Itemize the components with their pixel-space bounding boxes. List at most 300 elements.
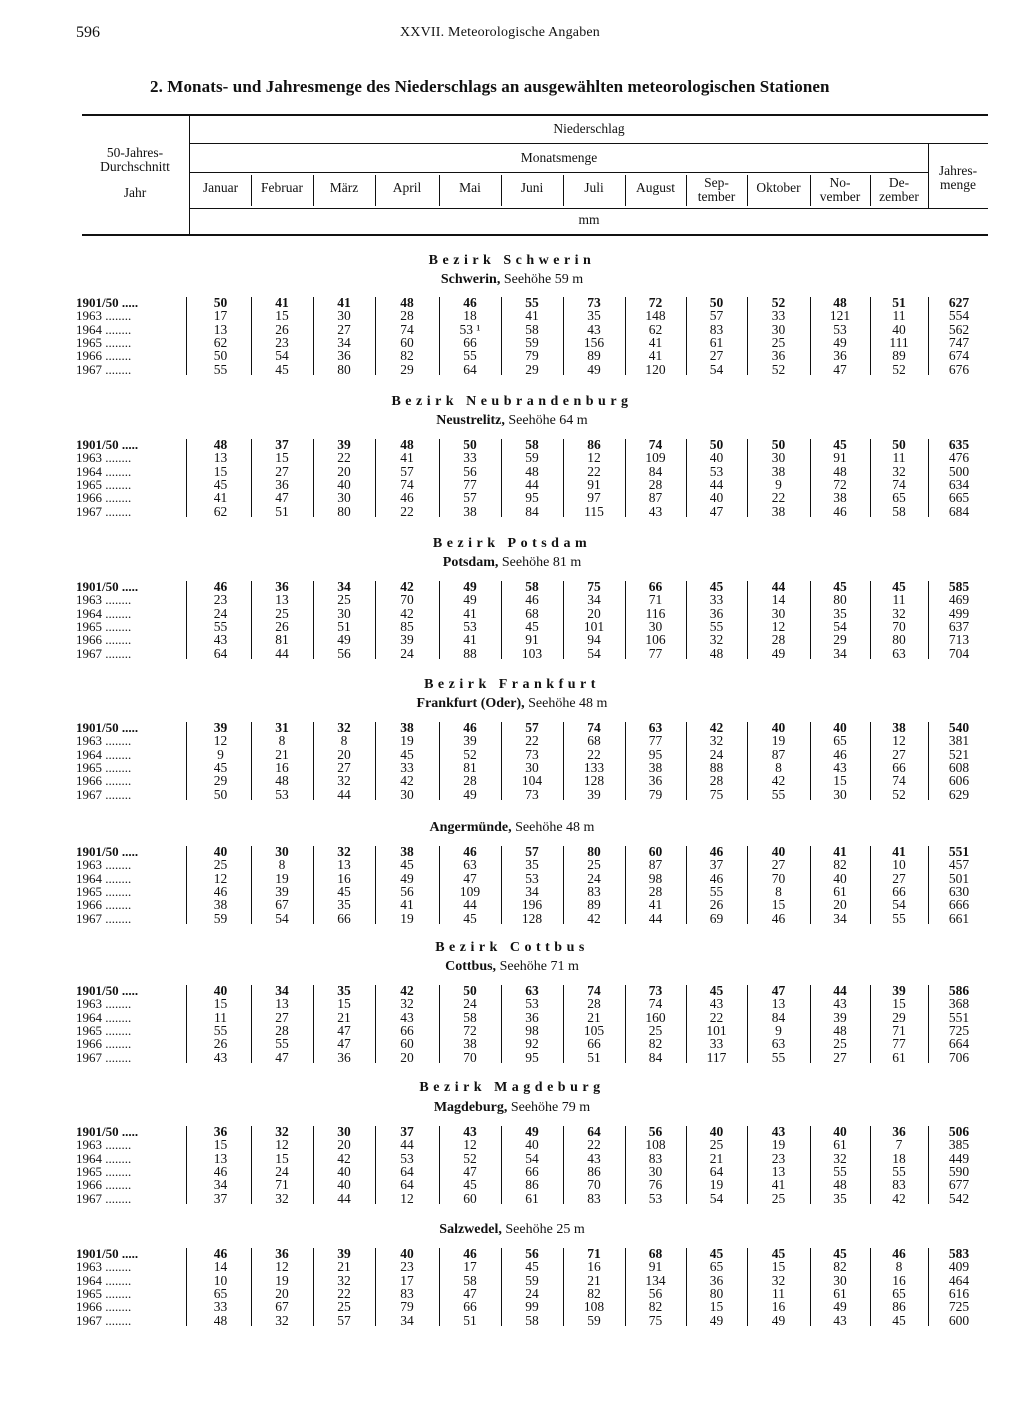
monthly-value: 41 bbox=[463, 632, 477, 648]
monthly-value: 43 bbox=[213, 632, 228, 648]
monthly-value: 20 bbox=[337, 463, 351, 479]
monthly-value: 48 bbox=[833, 295, 847, 310]
monthly-value: 61 bbox=[525, 1190, 539, 1206]
monthly-value: 15 bbox=[213, 463, 228, 479]
monthly-value: 91 bbox=[833, 450, 847, 466]
monthly-value: 45 bbox=[213, 476, 228, 492]
station-heading bbox=[0, 820, 1024, 836]
monthly-value: 72 bbox=[463, 1022, 477, 1038]
year-label: 1965 ........ bbox=[76, 476, 132, 492]
monthly-value: 30 bbox=[833, 1272, 847, 1288]
monthly-value: 77 bbox=[648, 733, 663, 749]
year-label: 1967 ........ bbox=[76, 503, 132, 519]
monthly-value: 80 bbox=[337, 503, 351, 519]
monthly-value: 58 bbox=[463, 1009, 477, 1025]
year-label: 1901/50 ..... bbox=[76, 1124, 139, 1139]
monthly-value: 52 bbox=[771, 295, 786, 310]
monthly-value: 25 bbox=[337, 1299, 351, 1315]
year-label: 1964 ........ bbox=[76, 1272, 132, 1288]
monthly-value: 53 bbox=[400, 1150, 414, 1166]
monthly-value: 70 bbox=[400, 592, 414, 608]
monthly-value: 156 bbox=[583, 334, 605, 350]
monthly-value: 40 bbox=[709, 490, 724, 506]
monthly-value: 61 bbox=[833, 1285, 847, 1301]
monthly-value: 12 bbox=[275, 1259, 289, 1275]
monthly-value: 27 bbox=[709, 348, 724, 364]
monthly-value: 80 bbox=[709, 1285, 724, 1301]
monthly-value: 83 bbox=[648, 1150, 663, 1166]
monthly-value: 24 bbox=[525, 1285, 539, 1301]
monthly-value: 108 bbox=[645, 1137, 666, 1153]
monthly-value: 42 bbox=[400, 605, 414, 621]
monthly-value: 43 bbox=[648, 503, 663, 519]
monthly-value: 26 bbox=[709, 897, 724, 913]
monthly-value: 82 bbox=[648, 1036, 663, 1052]
niederschlag-heading: Niederschlag bbox=[553, 121, 625, 136]
monthly-value: 41 bbox=[337, 295, 351, 310]
monthly-value: 40 bbox=[337, 1177, 351, 1193]
monthly-value: 43 bbox=[213, 1049, 228, 1065]
year-label: 1963 ........ bbox=[76, 1259, 132, 1275]
bezirk-heading: Bezirk Cottbus bbox=[435, 940, 589, 955]
annual-value: 676 bbox=[948, 361, 970, 377]
monthly-value: 42 bbox=[400, 579, 414, 594]
monthly-value: 70 bbox=[463, 1049, 477, 1065]
monthly-value: 49 bbox=[587, 361, 601, 377]
monthly-value: 44 bbox=[337, 1190, 351, 1206]
monthly-value: 22 bbox=[337, 450, 351, 466]
monthly-value: 46 bbox=[213, 883, 228, 899]
monthly-value: 23 bbox=[275, 334, 289, 350]
monthly-value: 36 bbox=[892, 1124, 906, 1139]
monthly-value: 72 bbox=[648, 295, 663, 310]
monthly-value: 9 bbox=[775, 476, 782, 492]
year-label: 1964 ........ bbox=[76, 746, 132, 762]
monthly-value: 28 bbox=[771, 632, 786, 648]
monthly-value: 66 bbox=[463, 334, 477, 350]
monthly-value: 36 bbox=[648, 773, 663, 789]
monthly-value: 79 bbox=[400, 1299, 414, 1315]
monthly-value: 39 bbox=[275, 883, 289, 899]
monthly-value: 20 bbox=[337, 1137, 351, 1153]
monthly-value: 32 bbox=[833, 1150, 847, 1166]
monthly-value: 44 bbox=[771, 579, 786, 594]
monthly-value: 45 bbox=[771, 1246, 786, 1261]
monthly-value: 30 bbox=[525, 759, 539, 775]
monthly-value: 34 bbox=[337, 334, 351, 350]
monthly-value: 39 bbox=[400, 632, 414, 648]
year-label: 1965 ........ bbox=[76, 1163, 132, 1179]
monthly-value: 34 bbox=[587, 592, 601, 608]
station-name: Salzwedel, bbox=[439, 1222, 502, 1237]
monthly-value: 40 bbox=[213, 983, 228, 998]
station-name: Schwerin, bbox=[440, 272, 501, 287]
monthly-value: 32 bbox=[771, 1272, 786, 1288]
monthly-value: 12 bbox=[892, 733, 906, 749]
monthly-value: 38 bbox=[892, 720, 906, 735]
monthly-value: 69 bbox=[709, 910, 724, 926]
monthly-value: 67 bbox=[275, 1299, 289, 1315]
station-elevation: Seehöhe 71 m bbox=[499, 959, 579, 974]
monthly-value: 48 bbox=[833, 463, 847, 479]
monthly-value: 82 bbox=[587, 1285, 601, 1301]
year-label: 1966 ........ bbox=[76, 1036, 132, 1052]
monthly-value: 47 bbox=[833, 361, 847, 377]
annual-value: 542 bbox=[948, 1190, 970, 1206]
monthly-value: 20 bbox=[337, 746, 351, 762]
annual-value: 635 bbox=[948, 437, 970, 452]
annual-value: 551 bbox=[948, 1009, 970, 1025]
monthly-value: 61 bbox=[833, 883, 847, 899]
year-label: 1963 ........ bbox=[76, 450, 132, 466]
annual-value: 381 bbox=[948, 733, 970, 749]
monthly-value: 38 bbox=[213, 897, 228, 913]
monthly-value: 25 bbox=[648, 1022, 663, 1038]
monthly-value: 81 bbox=[463, 759, 477, 775]
monthly-value: 15 bbox=[771, 897, 786, 913]
monthly-value: 24 bbox=[400, 645, 414, 661]
monthly-value: 87 bbox=[771, 746, 786, 762]
monthly-value: 41 bbox=[648, 348, 663, 364]
annual-value: 713 bbox=[948, 632, 970, 648]
monthly-value: 48 bbox=[400, 295, 414, 310]
monthly-value: 134 bbox=[645, 1272, 666, 1288]
monthly-value: 25 bbox=[833, 1036, 847, 1052]
bezirk-heading: Bezirk Frankfurt bbox=[424, 677, 600, 692]
year-label: 1901/50 ..... bbox=[76, 295, 139, 310]
monthly-value: 15 bbox=[275, 308, 289, 324]
monthly-value: 83 bbox=[892, 1177, 906, 1193]
monthly-value: 41 bbox=[213, 490, 228, 506]
year-label: 1901/50 ..... bbox=[76, 579, 139, 594]
monthly-value: 53 bbox=[275, 786, 289, 802]
monthly-value: 50 bbox=[213, 348, 228, 364]
monthly-value: 55 bbox=[213, 361, 228, 377]
monthly-value: 65 bbox=[709, 1259, 724, 1275]
monthly-value: 19 bbox=[771, 1137, 786, 1153]
monthly-value: 22 bbox=[337, 1285, 351, 1301]
monthly-value: 44 bbox=[463, 897, 477, 913]
monthly-value: 45 bbox=[892, 579, 906, 594]
monthly-value: 55 bbox=[771, 1049, 786, 1065]
monthly-value: 54 bbox=[587, 645, 601, 661]
monthly-value: 109 bbox=[459, 883, 481, 899]
monthly-value: 49 bbox=[337, 632, 351, 648]
monthly-value: 37 bbox=[400, 1124, 414, 1139]
monthly-value: 128 bbox=[521, 910, 543, 926]
monthly-value: 12 bbox=[771, 618, 786, 634]
monthly-value: 20 bbox=[275, 1285, 289, 1301]
annual-value: 725 bbox=[948, 1022, 970, 1038]
monthly-value: 61 bbox=[833, 1137, 847, 1153]
monthly-value: 57 bbox=[525, 720, 539, 735]
monthly-value: 22 bbox=[709, 1009, 724, 1025]
annual-value: 706 bbox=[948, 1049, 970, 1065]
monthly-value: 117 bbox=[706, 1049, 727, 1065]
monthly-value: 13 bbox=[213, 450, 228, 466]
monthly-value: 49 bbox=[833, 1299, 847, 1315]
monthly-value: 41 bbox=[463, 605, 477, 621]
monthly-value: 24 bbox=[213, 605, 228, 621]
annual-value: 368 bbox=[948, 996, 970, 1012]
monthly-value: 12 bbox=[275, 1137, 289, 1153]
monthly-value: 66 bbox=[587, 1036, 601, 1052]
monthly-value: 32 bbox=[400, 996, 414, 1012]
monthly-value: 34 bbox=[337, 579, 351, 594]
annual-value: 562 bbox=[948, 321, 970, 337]
monthly-value: 59 bbox=[525, 450, 539, 466]
monthly-value: 23 bbox=[771, 1150, 786, 1166]
monthly-value: 47 bbox=[275, 490, 289, 506]
station-name: Angermünde, bbox=[429, 820, 512, 835]
monthly-value: 73 bbox=[525, 786, 539, 802]
monthly-value: 49 bbox=[463, 592, 477, 608]
monthly-value: 20 bbox=[833, 897, 847, 913]
monthly-value: 82 bbox=[833, 1259, 847, 1275]
monthly-value: 32 bbox=[892, 463, 906, 479]
monthly-value: 75 bbox=[587, 579, 601, 594]
monthly-value: 95 bbox=[525, 1049, 539, 1065]
monthly-value: 15 bbox=[213, 996, 228, 1012]
monthly-value: 47 bbox=[275, 1049, 289, 1065]
month-heading-4: Mai bbox=[459, 180, 481, 195]
monthly-value: 21 bbox=[587, 1272, 601, 1288]
monthly-value: 23 bbox=[213, 592, 228, 608]
monthly-value: 51 bbox=[463, 1312, 477, 1328]
station-name: Magdeburg, bbox=[433, 1100, 508, 1115]
monthly-value: 29 bbox=[892, 1009, 906, 1025]
station-heading bbox=[0, 696, 1024, 712]
month-heading-9: Oktober bbox=[756, 180, 801, 195]
monthly-value: 55 bbox=[892, 1163, 906, 1179]
stub-separator bbox=[186, 439, 187, 517]
monthly-value: 15 bbox=[275, 450, 289, 466]
monthly-value: 13 bbox=[275, 592, 289, 608]
monthly-value: 43 bbox=[463, 1124, 477, 1139]
monthly-value: 101 bbox=[706, 1022, 727, 1038]
monthly-value: 104 bbox=[521, 773, 543, 789]
year-label: 1964 ........ bbox=[76, 870, 132, 886]
stub-heading-line3: Jahr bbox=[123, 185, 147, 200]
monthly-value: 55 bbox=[833, 1163, 847, 1179]
monthly-value: 106 bbox=[645, 632, 666, 648]
monthly-value: 89 bbox=[587, 348, 601, 364]
monthly-value: 18 bbox=[892, 1150, 906, 1166]
monthly-value: 94 bbox=[587, 632, 601, 648]
monthly-value: 196 bbox=[521, 897, 543, 913]
monthly-value: 33 bbox=[709, 1036, 724, 1052]
monthly-value: 40 bbox=[833, 720, 847, 735]
monthly-value: 56 bbox=[648, 1124, 663, 1139]
monthly-value: 54 bbox=[275, 348, 289, 364]
month-heading-8: Sep- bbox=[704, 175, 729, 190]
year-label: 1966 ........ bbox=[76, 773, 132, 789]
monthly-value: 88 bbox=[709, 759, 724, 775]
monthly-value: 42 bbox=[337, 1150, 351, 1166]
monthly-value: 8 bbox=[278, 733, 286, 749]
monthly-value: 45 bbox=[709, 579, 724, 594]
station-elevation: Seehöhe 64 m bbox=[508, 413, 588, 428]
monthly-value: 38 bbox=[771, 503, 786, 519]
monthly-value: 66 bbox=[400, 1022, 414, 1038]
monthly-value: 34 bbox=[213, 1177, 228, 1193]
monthly-value: 30 bbox=[400, 786, 414, 802]
stub-separator bbox=[186, 985, 187, 1063]
monthly-value: 52 bbox=[463, 746, 477, 762]
monthly-value: 73 bbox=[587, 295, 601, 310]
monthly-value: 15 bbox=[337, 996, 351, 1012]
annual-value: 464 bbox=[948, 1272, 970, 1288]
monthly-value: 13 bbox=[771, 996, 786, 1012]
monthly-value: 79 bbox=[648, 786, 663, 802]
year-label: 1964 ........ bbox=[76, 321, 132, 337]
monthly-value: 66 bbox=[463, 1299, 477, 1315]
monthly-value: 36 bbox=[337, 1049, 351, 1065]
monthly-value: 121 bbox=[829, 308, 851, 324]
monthly-value: 26 bbox=[275, 321, 289, 337]
monthly-value: 25 bbox=[337, 592, 351, 608]
monthly-value: 36 bbox=[771, 348, 786, 364]
monthly-value: 42 bbox=[400, 983, 414, 998]
monthly-value: 54 bbox=[892, 897, 906, 913]
monthly-value: 15 bbox=[213, 1137, 228, 1153]
monthly-value: 49 bbox=[400, 870, 414, 886]
monthly-value: 22 bbox=[587, 463, 601, 479]
monthly-value: 75 bbox=[709, 786, 724, 802]
monthly-value: 7 bbox=[895, 1137, 903, 1153]
bezirk-heading: Bezirk Magdeburg bbox=[419, 1080, 605, 1095]
monthly-value: 17 bbox=[400, 1272, 414, 1288]
monthly-value: 35 bbox=[337, 897, 351, 913]
monthly-value: 50 bbox=[213, 786, 228, 802]
stub-separator bbox=[186, 297, 187, 375]
monthly-value: 105 bbox=[583, 1022, 605, 1038]
monthly-value: 62 bbox=[213, 503, 228, 519]
monthly-value: 33 bbox=[213, 1299, 228, 1315]
monthly-value: 54 bbox=[709, 1190, 724, 1206]
monthly-value: 40 bbox=[771, 720, 786, 735]
monthly-value: 8 bbox=[895, 1259, 903, 1275]
year-label: 1967 ........ bbox=[76, 645, 132, 661]
monthly-value: 59 bbox=[525, 334, 539, 350]
monthly-value: 46 bbox=[213, 579, 228, 594]
monthly-value: 148 bbox=[645, 308, 666, 324]
monthly-value: 13 bbox=[213, 1150, 228, 1166]
monthly-value: 83 bbox=[587, 1190, 601, 1206]
monthly-value: 74 bbox=[648, 437, 663, 452]
monthly-value: 9 bbox=[217, 746, 224, 762]
monthly-value: 25 bbox=[275, 605, 289, 621]
monthly-value: 64 bbox=[709, 1163, 724, 1179]
annual-value: 627 bbox=[948, 295, 970, 310]
monthly-value: 45 bbox=[400, 857, 414, 873]
monthly-value: 27 bbox=[892, 746, 906, 762]
monthly-value: 82 bbox=[833, 857, 847, 873]
monthly-value: 21 bbox=[709, 1150, 724, 1166]
monthly-value: 9 bbox=[775, 1022, 782, 1038]
monthly-value: 8 bbox=[340, 733, 348, 749]
table-title: 2. Monats- und Jahresmenge des Niederschlags an ausgewählten meteorologischen Stationen bbox=[150, 77, 830, 96]
annual-value: 665 bbox=[948, 490, 970, 506]
station-elevation: Seehöhe 81 m bbox=[501, 555, 582, 570]
month-heading-11-cont: zember bbox=[879, 189, 919, 204]
monthly-value: 45 bbox=[213, 759, 228, 775]
monthly-value: 46 bbox=[892, 1246, 906, 1261]
monthly-value: 25 bbox=[771, 334, 786, 350]
year-label: 1963 ........ bbox=[76, 733, 132, 749]
monthly-value: 15 bbox=[771, 1259, 786, 1275]
year-label: 1963 ........ bbox=[76, 996, 132, 1012]
monthly-value: 47 bbox=[771, 983, 786, 998]
year-label: 1966 ........ bbox=[76, 1299, 132, 1315]
month-heading-10: No- bbox=[829, 175, 851, 190]
monthly-value: 70 bbox=[587, 1177, 601, 1193]
month-heading-5: Juni bbox=[520, 180, 544, 195]
monthly-value: 80 bbox=[337, 361, 351, 377]
monthly-value: 65 bbox=[892, 1285, 906, 1301]
running-head: XXVII. Meteorologische Angaben bbox=[400, 25, 601, 40]
monthly-value: 49 bbox=[463, 579, 477, 594]
monthly-value: 68 bbox=[587, 733, 601, 749]
monthly-value: 42 bbox=[709, 720, 724, 735]
monthly-value: 50 bbox=[892, 437, 906, 452]
monthly-value: 40 bbox=[892, 321, 906, 337]
monthly-value: 55 bbox=[213, 618, 228, 634]
year-label: 1901/50 ..... bbox=[76, 437, 139, 452]
monthly-value: 34 bbox=[400, 1312, 414, 1328]
monthly-value: 40 bbox=[833, 870, 847, 886]
monthly-value: 45 bbox=[400, 746, 414, 762]
annual-value: 409 bbox=[948, 1259, 970, 1275]
monthly-value: 97 bbox=[587, 490, 601, 506]
monthly-value: 36 bbox=[275, 476, 289, 492]
monthly-value: 79 bbox=[525, 348, 539, 364]
monthly-value: 108 bbox=[583, 1299, 605, 1315]
monthly-value: 30 bbox=[648, 1163, 663, 1179]
monthly-value: 58 bbox=[892, 503, 906, 519]
monthly-value: 34 bbox=[275, 983, 289, 998]
annual-value: 684 bbox=[948, 503, 970, 519]
monthly-value: 47 bbox=[463, 1163, 477, 1179]
monthly-value: 83 bbox=[709, 321, 724, 337]
monthly-value: 54 bbox=[525, 1150, 539, 1166]
monthly-value: 81 bbox=[275, 632, 289, 648]
monthly-value: 27 bbox=[337, 759, 351, 775]
monthly-value: 40 bbox=[525, 1137, 539, 1153]
monthly-value: 39 bbox=[833, 1009, 847, 1025]
monthly-value: 46 bbox=[709, 844, 724, 859]
monthly-value: 25 bbox=[587, 857, 601, 873]
monthly-value: 77 bbox=[648, 645, 663, 661]
monthly-value: 43 bbox=[833, 996, 847, 1012]
monthly-value: 57 bbox=[400, 463, 414, 479]
monthly-value: 38 bbox=[771, 463, 786, 479]
annual-value: 540 bbox=[948, 720, 970, 735]
annual-value: 606 bbox=[948, 773, 970, 789]
monthly-value: 38 bbox=[463, 1036, 477, 1052]
station-name: Neustrelitz, bbox=[436, 413, 505, 428]
monthly-value: 71 bbox=[275, 1177, 289, 1193]
station-elevation: Seehöhe 79 m bbox=[510, 1100, 591, 1115]
monthly-value: 58 bbox=[525, 579, 539, 594]
monthly-value: 76 bbox=[648, 1177, 663, 1193]
monthly-value: 42 bbox=[587, 910, 601, 926]
monthly-value: 84 bbox=[771, 1009, 786, 1025]
monthly-value: 13 bbox=[275, 996, 289, 1012]
monthly-value: 95 bbox=[525, 490, 539, 506]
annual-value: 500 bbox=[948, 463, 970, 479]
monthly-value: 68 bbox=[648, 1246, 663, 1261]
